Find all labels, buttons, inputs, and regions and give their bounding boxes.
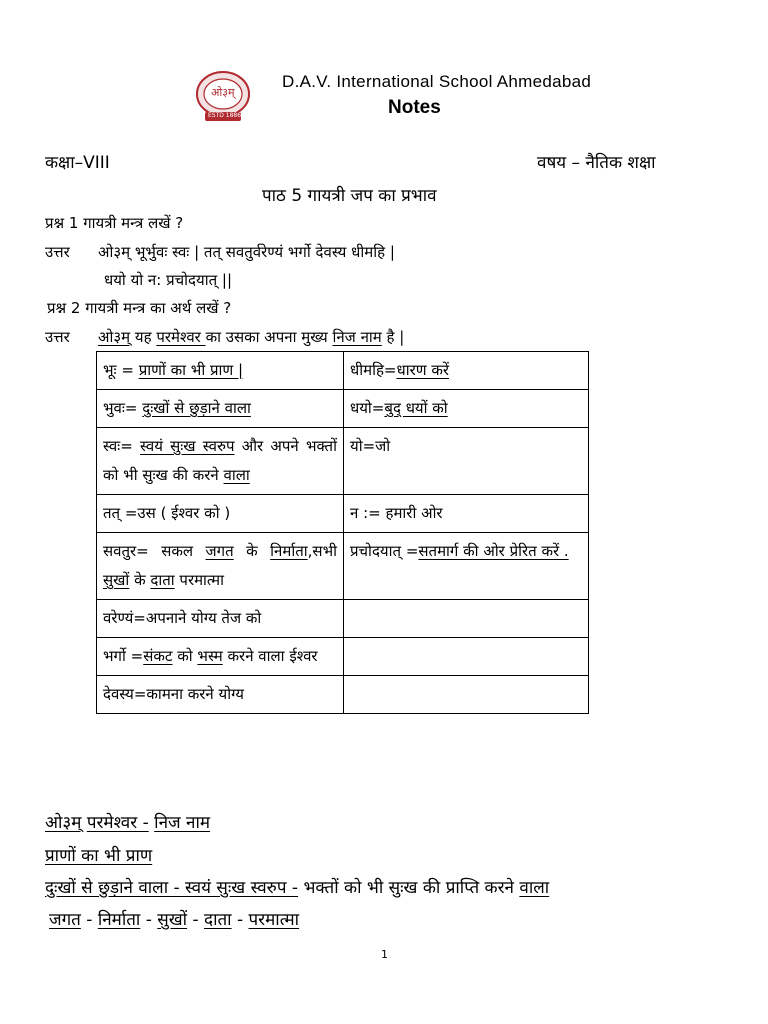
- summary-text: -: [80, 910, 98, 930]
- table-cell: न := हमारी ओर: [344, 495, 589, 533]
- meaning-text: परमात्मा: [174, 571, 225, 589]
- meaning: सतमार्ग की ओर प्रेरित करें .: [418, 542, 569, 560]
- table-cell: [344, 600, 589, 638]
- table-cell: [344, 352, 589, 390]
- summary-line-2: [45, 843, 152, 866]
- school-logo: [183, 70, 263, 124]
- summary-term: दुःखों से छुड़ाने वाला - स्वयं सुःख स्वरुप -: [45, 878, 299, 898]
- term: भुवः=: [103, 399, 143, 417]
- page-number: 1: [381, 948, 388, 961]
- summary-term: प्राणों का भी प्राण: [45, 846, 153, 866]
- term: सवतुर= सकल: [103, 542, 206, 560]
- answer-2-label: उत्तर: [45, 328, 70, 346]
- meaning: बुद् धयों को: [384, 399, 448, 417]
- meaning: भस्म: [197, 647, 223, 665]
- meaning: सुखों: [103, 571, 130, 589]
- question-1: प्रश्न 1 गायत्री मन्त्र लखें ?: [45, 214, 184, 232]
- table-cell: [97, 352, 344, 390]
- answer-1-line-2: धयो यो न: प्रचोदयात् ||: [104, 271, 232, 289]
- table-row: [97, 600, 589, 638]
- table-cell: देवस्य=कामना करने योग्य: [97, 676, 344, 714]
- summary-term: जगत: [49, 910, 81, 930]
- summary-term: परमेश्वर -: [86, 813, 149, 833]
- lesson-title: पाठ 5 गायत्री जप का प्रभाव: [262, 186, 437, 206]
- school-name: D.A.V. International School Ahmedabad: [282, 72, 592, 91]
- summary-term: दाता: [204, 910, 232, 930]
- meaning: दुःखों से छुड़ाने वाला: [142, 399, 251, 417]
- summary-text: भक्तों को भी सुःख की प्राप्ति करने: [298, 878, 520, 898]
- meaning: दाता: [150, 571, 175, 589]
- table-row: [97, 533, 589, 600]
- table-cell: [344, 533, 589, 600]
- answer-2: [98, 327, 404, 347]
- logo-year: ESTD 1886: [208, 112, 242, 119]
- meaning-text: ,सभी: [307, 542, 337, 560]
- summary-line-1: [45, 810, 210, 833]
- summary-line-4: [49, 907, 299, 930]
- summary-term: निज नाम: [154, 813, 211, 833]
- cell-text: [103, 537, 337, 595]
- page-title: Notes: [388, 97, 441, 118]
- summary-text: -: [187, 910, 205, 930]
- table-cell: [97, 390, 344, 428]
- summary-text: -: [231, 910, 249, 930]
- table-cell: [97, 533, 344, 600]
- table-row: [97, 352, 589, 390]
- answer-2-text: यह: [130, 328, 157, 346]
- term: धयो=: [350, 399, 385, 417]
- meaning-text: और अपने भक्तों को भी सुःख की करने: [103, 437, 337, 484]
- meaning: जगत: [205, 542, 234, 560]
- table-cell: [344, 676, 589, 714]
- summary-line-3: [45, 875, 549, 898]
- meaning-text: करने वाला ईश्वर: [222, 647, 318, 665]
- table-cell: तत् =उस ( ईश्वर को ): [97, 495, 344, 533]
- table-cell: [97, 638, 344, 676]
- term: भूः =: [103, 361, 139, 379]
- subject-label: वषय – नैतिक शक्षा: [537, 153, 656, 173]
- logo-om-text: ओ३म्: [211, 86, 235, 99]
- meaning-table: [96, 351, 589, 714]
- meaning: वाला: [223, 466, 250, 484]
- meaning: निर्माता: [270, 542, 308, 560]
- table-cell: [97, 428, 344, 495]
- meaning-text: को: [172, 647, 198, 665]
- cell-text: [103, 432, 337, 490]
- summary-term: सुखों: [157, 910, 188, 930]
- table-cell: यो=जो: [344, 428, 589, 495]
- meaning: स्वयं सुःख स्वरुप: [140, 437, 235, 455]
- nij-naam-word: निज नाम: [332, 328, 382, 346]
- term: स्वः=: [103, 437, 141, 455]
- summary-text: -: [140, 910, 158, 930]
- term: प्रचोदयात् =: [350, 542, 419, 560]
- table-row: [97, 638, 589, 676]
- meaning-text: के: [233, 542, 271, 560]
- answer-1-line-1: ओ३म् भूर्भुवः स्वः | तत् सवतुर्वरेण्यं भर्गो देवस्य धीमहि |: [98, 243, 395, 261]
- summary-term: ओ३म्: [45, 813, 82, 833]
- meaning: धारण करें: [396, 361, 450, 379]
- meaning-text: के: [129, 571, 151, 589]
- table-cell: [344, 390, 589, 428]
- table-row: [97, 495, 589, 533]
- cell-text: [350, 537, 582, 566]
- answer-2-text: का उसका अपना मुख्य: [205, 328, 333, 346]
- table-cell: वरेण्यं=अपनाने योग्य तेज को: [97, 600, 344, 638]
- meaning: प्राणों का भी प्राण |: [138, 361, 244, 379]
- term: धीमहि=: [350, 361, 397, 379]
- term: भर्गो =: [103, 647, 144, 665]
- table-row: [97, 428, 589, 495]
- table-row: [97, 390, 589, 428]
- parmeshwar-word: परमेश्वर: [156, 328, 206, 346]
- summary-term: वाला: [519, 878, 550, 898]
- om-word: ओ३म्: [98, 328, 131, 346]
- summary-term: निर्माता: [97, 910, 141, 930]
- table-cell: [344, 638, 589, 676]
- answer-2-text: है |: [381, 328, 405, 346]
- table-row: [97, 676, 589, 714]
- meaning: संकट: [143, 647, 173, 665]
- answer-1-label: उत्तर: [45, 243, 70, 261]
- class-label: कक्षा–VIII: [45, 153, 110, 173]
- question-2: प्रश्न 2 गायत्री मन्त्र का अर्थ लखें ?: [47, 299, 232, 317]
- summary-term: परमात्मा: [248, 910, 300, 930]
